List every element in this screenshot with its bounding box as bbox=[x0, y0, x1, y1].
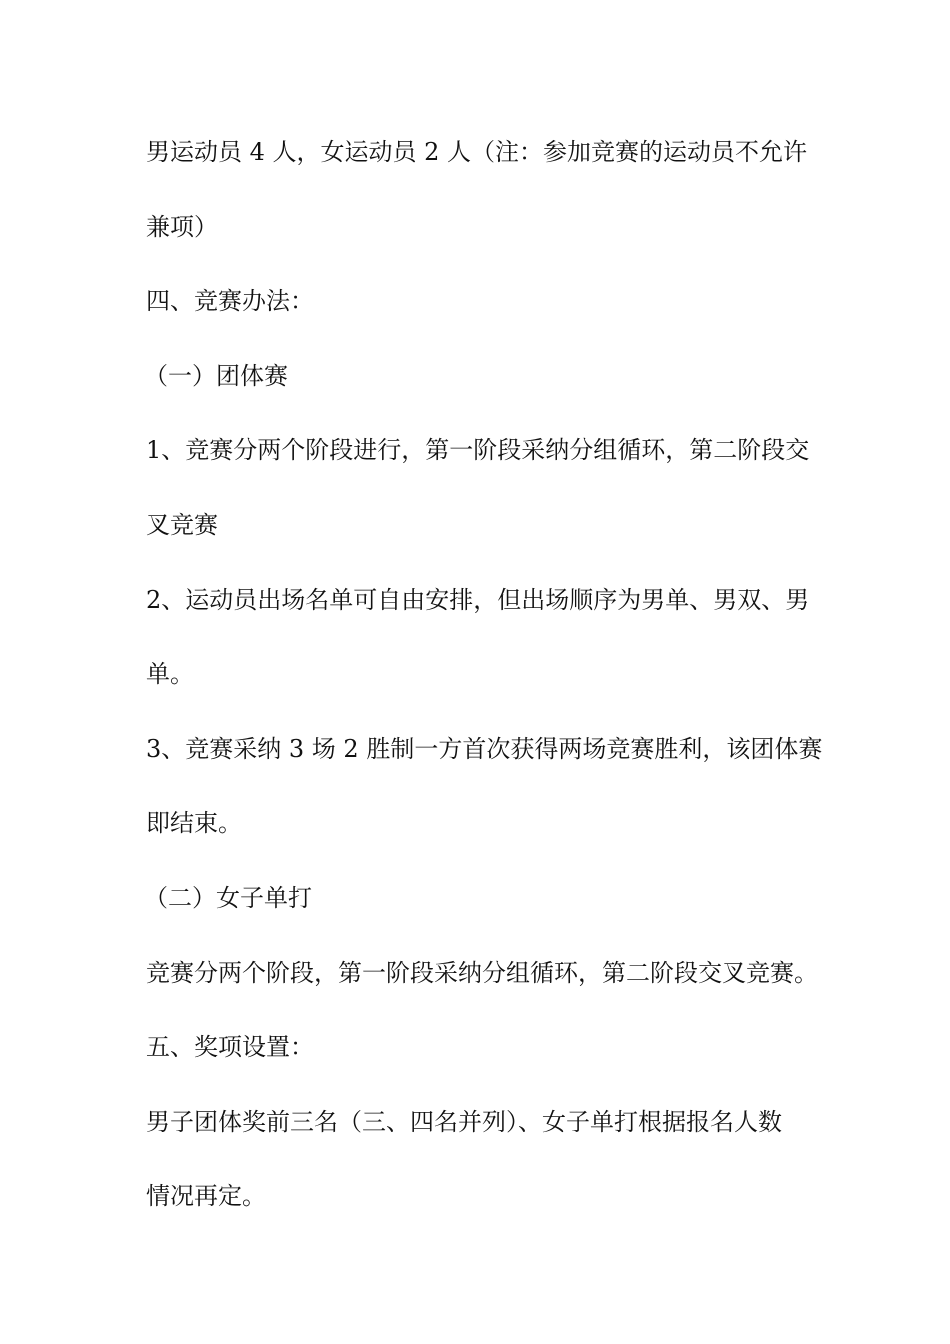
subsection-heading-team-event: （一）团体赛 bbox=[144, 361, 288, 390]
text-line-participants: 男运动员 4 人，女运动员 2 人（注：参加竞赛的运动员不允许 bbox=[146, 138, 808, 166]
section-heading-competition-method: 四、竞赛办法： bbox=[146, 287, 314, 316]
text-line-rule-2-cont: 单。 bbox=[146, 660, 194, 689]
text-line-participants-cont: 兼项） bbox=[146, 212, 218, 241]
text-line-womens-singles-format: 竞赛分两个阶段，第一阶段采纳分组循环，第二阶段交叉竞赛。 bbox=[146, 958, 818, 987]
text-line-rule-2: 2、运动员出场名单可自由安排，但出场顺序为男单、男双、男 bbox=[146, 585, 810, 614]
text-line-rule-3: 3、竞赛采纳 3 场 2 胜制一方首次获得两场竞赛胜利，该团体赛 bbox=[146, 734, 823, 763]
section-heading-awards: 五、奖项设置： bbox=[146, 1033, 314, 1062]
text-line-awards: 男子团体奖前三名（三、四名并列）、女子单打根据报名人数 bbox=[146, 1107, 782, 1136]
document-body bbox=[144, 134, 823, 1253]
text-line-rule-1: 1、竞赛分两个阶段进行，第一阶段采纳分组循环，第二阶段交 bbox=[146, 436, 810, 465]
text-line-awards-cont: 情况再定。 bbox=[146, 1182, 266, 1211]
text-line-rule-1-cont: 叉竞赛 bbox=[146, 510, 218, 539]
text-line-rule-3-cont: 即结束。 bbox=[146, 809, 242, 838]
subsection-heading-womens-singles: （二）女子单打 bbox=[144, 883, 312, 912]
